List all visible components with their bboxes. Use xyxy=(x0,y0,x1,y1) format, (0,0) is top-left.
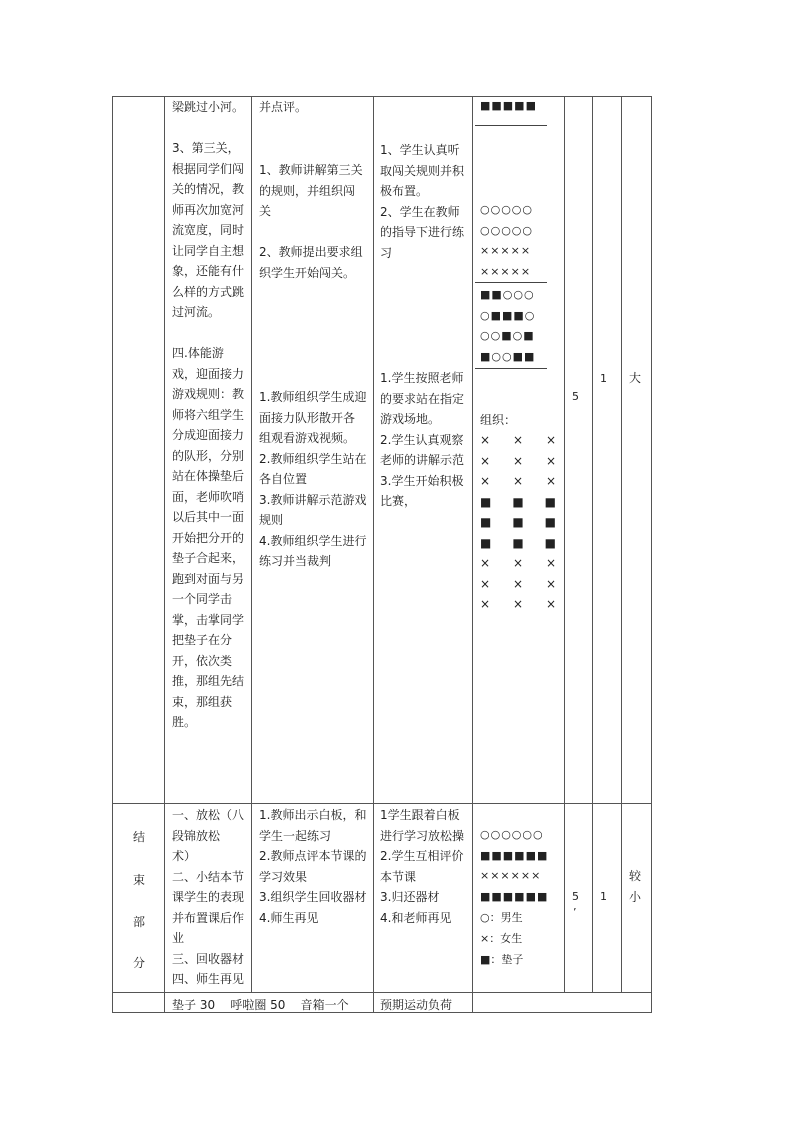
org-symbol-row: ○○○○○ xyxy=(480,223,533,237)
table-row-divider-2 xyxy=(112,992,652,993)
student-text-a: 1、学生认真听 取闯关规则并积 极布置。 2、学生在教师 的指导下进行练 习 xyxy=(380,143,465,260)
legend-mat: ■：垫子 xyxy=(480,953,524,966)
org-symbol-row: ■○○■■ xyxy=(480,349,536,363)
org-grid-symbol: ■ xyxy=(480,535,492,550)
org-symbol-row: ■■■■■■ xyxy=(480,848,549,862)
org-symbol-row: ■■■■■■ xyxy=(480,889,549,903)
table-col-divider-6 xyxy=(592,96,593,993)
org-grid-row xyxy=(480,430,560,451)
org-grid-symbol: × xyxy=(545,597,556,612)
end-content-text: 一、放松（八 段锦放松 术） 二、小结本节 课学生的表现 并布置课后作 业 三、回收器材 四、师生再见 xyxy=(172,808,245,986)
org-grid-symbol: × xyxy=(512,453,524,468)
org-label: 组织： xyxy=(480,413,517,427)
org-grid-row xyxy=(480,471,560,492)
table-col-divider-7 xyxy=(621,96,622,993)
org-grid-symbol: × xyxy=(480,597,491,612)
table-col-divider-3 xyxy=(373,96,374,1013)
org-grid-symbol: × xyxy=(545,453,556,468)
equipment-list: 垫子 30 呼啦圈 50 音箱一个 xyxy=(172,998,349,1012)
section-char-1: 结 xyxy=(133,830,146,844)
time-value-end: 5 xyxy=(572,890,579,903)
org-grid-symbol: ■ xyxy=(544,535,556,550)
org-grid-symbol: × xyxy=(545,433,556,448)
intensity-value-end: 较 小 xyxy=(629,869,642,904)
org-grid-symbol: × xyxy=(480,576,491,591)
section-char-2: 束 xyxy=(133,873,146,887)
org-symbol-row: ○○○○○○ xyxy=(480,828,544,841)
org-grid-symbol: × xyxy=(512,433,524,448)
org-divider-2 xyxy=(475,282,547,283)
table-col-divider-1 xyxy=(164,96,165,1013)
org-grid xyxy=(480,430,560,615)
org-grid-row xyxy=(480,492,560,513)
org-grid-symbol: × xyxy=(512,474,524,489)
legend-male: ○：男生 xyxy=(480,911,523,924)
time-mark-end: ’ xyxy=(573,906,577,919)
time-value-top: 5 xyxy=(572,390,579,403)
org-grid-symbol: ■ xyxy=(544,515,556,530)
org-grid-symbol: × xyxy=(545,474,556,489)
teacher-text-a: 并点评。 xyxy=(259,100,308,114)
org-grid-symbol: × xyxy=(512,576,524,591)
org-grid-symbol: ■ xyxy=(544,494,556,509)
end-teacher-text: 1.教师出示白板，和 学生一起练习 2.教师点评本节课的 学习效果 3.组织学生回收器材 4.师生再见 xyxy=(259,808,367,925)
table-col-divider-2 xyxy=(251,96,252,993)
teacher-text-b: 1、教师讲解第三关 的规则，并组织闯 关 2、教师提出要求组 织学生开始闯关。 xyxy=(259,163,363,280)
legend-female: ×：女生 xyxy=(480,932,523,945)
intensity-value-top: 大 xyxy=(629,371,642,385)
org-grid-symbol: × xyxy=(480,433,491,448)
org-grid-row xyxy=(480,533,560,554)
org-symbol-row: ××××× xyxy=(480,264,532,278)
org-divider-1 xyxy=(475,125,547,126)
org-grid-symbol: × xyxy=(512,556,524,571)
org-top-row: ■■■■■ xyxy=(480,99,537,112)
org-grid-symbol: × xyxy=(545,576,556,591)
org-grid-symbol: × xyxy=(545,556,556,571)
end-student-text: 1学生跟着白板 进行学习放松操 2.学生互相评价 本节课 3.归还器材 4.和老师再见 xyxy=(380,808,465,925)
load-label: 预期运动负荷 xyxy=(380,998,453,1012)
org-grid-symbol: ■ xyxy=(512,494,524,509)
count-value-end: 1 xyxy=(600,890,607,903)
content-text-main: 梁跳过小河。 3、第三关， 根据同学们闯 关的情况，教 师再次加宽河 流宽度，同时 让同学自主想 象，还能有什 么样的方式跳 过河流。 四.体能游 戏，迎面接力 游戏规则：教 师将六组学生 分成迎面接力 的队形，分别 站在体操垫后 面，老师吹哨 以后其中一面 开始把分开的 垫子合起来， 跑到对面与另 一个同学击 掌，击掌同学 把垫子在分 开，依次类 推，那组先结 束，那组获 胜。 xyxy=(172,100,245,729)
org-grid-row xyxy=(480,512,560,533)
section-char-4: 分 xyxy=(133,956,146,970)
org-grid-row xyxy=(480,594,560,615)
org-grid-symbol: ■ xyxy=(480,515,492,530)
table-border-left xyxy=(112,96,113,1013)
student-text-b: 1.学生按照老师 的要求站在指定 游戏场地。 2.学生认真观察 老师的讲解示范 3.学生开始积极 比赛， xyxy=(380,371,465,508)
org-grid-symbol: × xyxy=(512,597,524,612)
org-symbol-row: ■■○○○ xyxy=(480,288,535,301)
count-value-top: 1 xyxy=(600,372,607,385)
table-border-right xyxy=(651,96,652,1013)
org-symbol-row: ○■■■○ xyxy=(480,308,536,322)
org-grid-symbol: × xyxy=(480,474,491,489)
org-symbol-row: ×××××× xyxy=(480,869,542,882)
section-char-3: 部 xyxy=(133,915,146,929)
org-grid-row xyxy=(480,451,560,472)
org-grid-symbol: × xyxy=(480,453,491,468)
org-grid-row xyxy=(480,553,560,574)
org-grid-symbol: ■ xyxy=(512,515,524,530)
table-col-divider-5 xyxy=(564,96,565,993)
org-grid-symbol: ■ xyxy=(480,494,492,509)
table-col-divider-4 xyxy=(472,96,473,1013)
org-symbol-row: ○○■○■ xyxy=(480,329,535,342)
org-grid-symbol: ■ xyxy=(512,535,524,550)
org-symbol-row: ○○○○○ xyxy=(480,203,533,216)
table-row-divider-1 xyxy=(112,803,652,804)
org-symbol-row: ××××× xyxy=(480,244,532,257)
org-divider-3 xyxy=(475,368,547,369)
teacher-text-c: 1.教师组织学生成迎 面接力队形散开各 组观看游戏视频。 2.教师组织学生站在 各自位置 3.教师讲解示范游戏 规则 4.教师组织学生进行 练习并当裁判 xyxy=(259,390,367,568)
org-grid-symbol: × xyxy=(480,556,491,571)
org-grid-row xyxy=(480,574,560,595)
